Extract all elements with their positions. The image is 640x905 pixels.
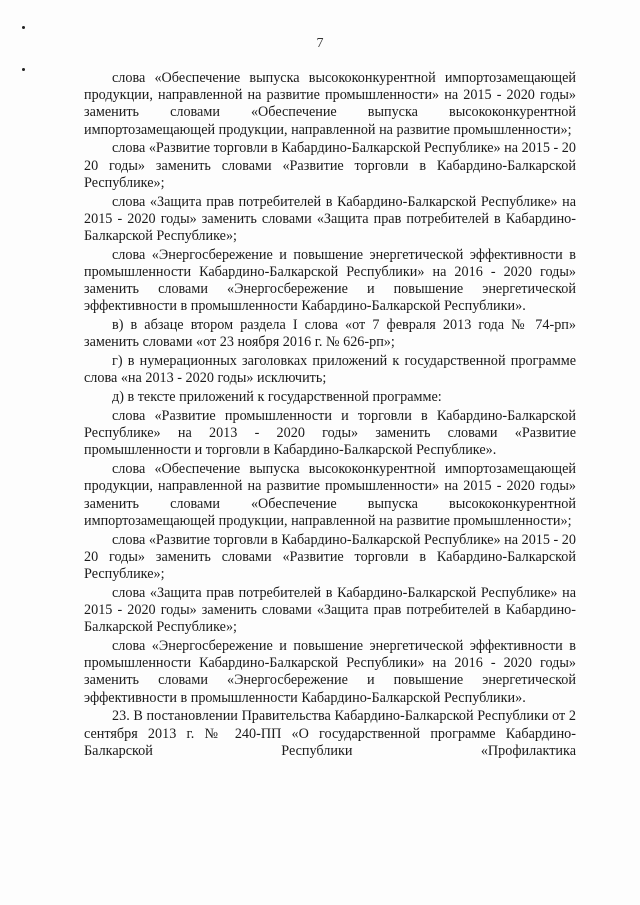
paragraph: слова «Защита прав потребителей в Кабардино-Балкарской Республике» на 2015 - 2020 годы» заменить словами «Защита прав потребителей в Кабардино-Балкарской Республике»;: [84, 584, 576, 636]
paragraph: 23. В постановлении Правительства Кабардино-Балкарской Республики от 2 сентября 2013 г. № 240-ПП «О государственной программе Кабардино-Балкарской Республики «Профилактика: [84, 708, 576, 759]
scan-dot-mark: [22, 26, 25, 29]
paragraph: д) в тексте приложений к государственной программе:: [112, 389, 442, 406]
paragraph: слова «Развитие промышленности и торговли в Кабардино-Балкарской Республике» на 2013 - 2020 годы» заменить словами «Развитие промышленности и торговли в Кабардино-Балкарской Республике».: [84, 408, 576, 459]
paragraph: слова «Защита прав потребителей в Кабардино-Балкарской Республике» на 2015 - 2020 годы» заменить словами «Защита прав потребителей в Кабардино-Балкарской Республике»;: [84, 193, 576, 245]
paragraph: слова «Обеспечение выпуска высококонкурентной импортозамещающей продукции, направленной на развитие промышленности» на 2015 - 2020 годы» заменить словами «Обеспечение выпуска высококонкурентной импортозамещающей продукции, направленной на развитие промышленности»;: [84, 461, 576, 529]
paragraph: г) в нумерационных заголовках приложений к государственной программе слова «на 2013 - 2020 годы» исключить;: [84, 353, 576, 387]
paragraph: слова «Развитие торговли в Кабардино-Балкарской Республике» на 2015 - 20 20 годы» заменить словами «Развитие торговли в Кабардино-Балкарской Республике»;: [84, 140, 576, 191]
paragraph: слова «Развитие торговли в Кабардино-Балкарской Республике» на 2015 - 20 20 годы» заменить словами «Развитие торговли в Кабардино-Балкарской Республике»;: [84, 531, 576, 583]
paragraph: слова «Обеспечение выпуска высококонкурентной импортозамещающей продукции, направленной на развитие промышленности» на 2015 - 2020 годы» заменить словами «Обеспечение выпуска высококонкурентной импортозамещающей продукции, направленной на развитие промышленности»;: [84, 70, 576, 138]
paragraph: в) в абзаце втором раздела I слова «от 7 февраля 2013 года № 74-рп» заменить словами «от 23 ноября 2016 г. № 626-рп»;: [84, 317, 576, 351]
document-body: [84, 70, 576, 762]
paragraph: слова «Энергосбережение и повышение энергетической эффективности в промышленности Кабардино-Балкарской Республики» на 2016 - 2020 годы» заменить словами «Энергосбережение и повышение энергетической эффективности в промышленности Кабардино-Балкарской Республики».: [84, 638, 576, 706]
scan-dot-mark: [22, 68, 25, 71]
paragraph: слова «Энергосбережение и повышение энергетической эффективности в промышленности Кабардино-Балкарской Республики» на 2016 - 2020 годы» заменить словами «Энергосбережение и повышение энергетической эффективности в промышленности Кабардино-Балкарской Республики».: [84, 246, 576, 315]
page-number: 7: [316, 36, 324, 51]
